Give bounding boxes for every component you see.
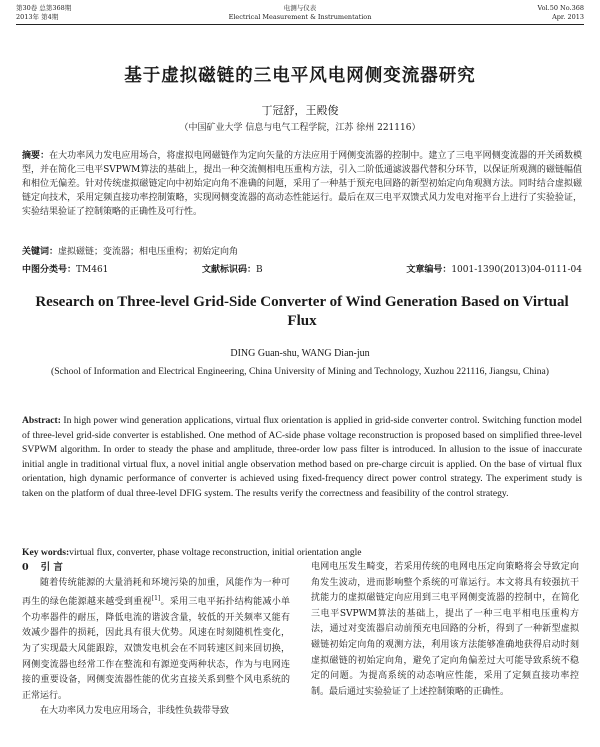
en-affiliation: (School of Information and Electrical Engineering, China University of Mining and Technology, Xuzhou 221116, Jiangsu, China) — [51, 366, 549, 377]
en-keywords-text: virtual flux, converter, phase voltage reconstruction, initial orientation angle — [69, 547, 362, 558]
header-issue-info: Vol.50 No.368 Apr. 2013 — [537, 4, 584, 21]
document-code: 文献标识码：B — [202, 265, 263, 275]
header-journal-name: 电测与仪表 Electrical Measurement & Instrumentation — [228, 4, 372, 21]
cn-abstract-label: 摘要： — [22, 151, 50, 161]
body-paragraph: 在大功率风力发电应用场合，非线性负载带导致 — [40, 706, 230, 717]
header-volume-info: 第30卷 总第368期 2013年 第4期 — [16, 4, 72, 21]
section-heading — [22, 560, 290, 576]
section-number: 0 — [22, 562, 29, 573]
en-abstract — [22, 414, 582, 502]
en-title: Research on Three-level Grid-Side Converter of Wind Generation Based on Virtual Flux — [35, 294, 569, 329]
citation-ref: [1] — [151, 595, 161, 603]
en-keywords — [22, 547, 582, 558]
cn-affiliation: （中国矿业大学 信息与电气工程学院，江苏 徐州 221116） — [179, 123, 421, 133]
cn-abstract — [22, 149, 582, 219]
en-abstract-text: In high power wind generation applications, virtual flux orientation is applied in grid-side converter control. Switching function model of three-level grid-side converter is established. One method of AC-side phase voltage reconstruction is proposed based on simplified three-level SVPWM algorithm. In order to steady the phase and amplitude, three-order low pass filter is introduced. In allusion to the issue of inaccurate initial angle in traditional virtual flux, a novel initial angle observation method based on pre-charge circuit is applied. On the base of virtual flux orientation, high dynamic performance of converter is achieved using fixed-frequency direct power control strategy. The experiment study is taken on the platform of dual three-level DFIG system. The results verify the correctness and feasibility of the control strategy. — [22, 415, 582, 499]
cn-abstract-text: 在大功率风力发电应用场合，将虚拟电网磁链作为定向矢量的方法应用于网侧变流器的控制中。建立了三电平网侧变流器的开关函数模型，并在简化三电平SVPWM算法的基础上，提出一种交流侧相电压重构方法，引入二阶低通滤波器代替积分环节，以保证所观测的磁链幅值和相位无偏差。针对传统虚拟磁链定向中初始定向角不准确的问题，采用了一种基于预充电回路的新型初始定向角观测方法。同时结合虚拟磁链定向技术，采用定频直接功率控制策略，实现网侧变流器的高动态性能运行。最后在双三电平双馈式风力发电对拖平台上进行了实验验证，实验结果验证了控制策略的正确性及可行性。 — [22, 151, 582, 217]
en-abstract-label: Abstract: — [22, 415, 61, 426]
en-authors: DING Guan-shu, WANG Dian-jun — [230, 348, 370, 359]
body-left-column — [22, 560, 290, 720]
header-rule — [16, 24, 584, 25]
cn-keywords-label: 关键词： — [22, 247, 59, 257]
running-header — [16, 4, 584, 26]
body-right-column — [311, 560, 579, 700]
cn-title: 基于虚拟磁链的三电平风电网侧变流器研究 — [124, 66, 476, 86]
section-title: 引 言 — [40, 562, 63, 573]
article-number: 文章编号：1001-1390(2013)04-0111-04 — [406, 265, 582, 275]
clc-number: 中图分类号：TM461 — [22, 265, 109, 275]
cn-authors: 丁冠舒，王殿俊 — [261, 104, 339, 117]
body-paragraph: 电网电压发生畸变，若采用传统的电网电压定向策略将会导致定向角发生波动，进而影响整个系统的可靠运行。本文将具有较强抗干扰能力的虚拟磁链定向应用到三电平网侧变流器的控制中，在简化三电平SVPWM算法的基础上，提出了一种三电平相电压重构方法，通过对变流器启动前预充电回路的分析，得到了一种新型虚拟磁链初始定向角的观测方法，利用该方法能够准确地获得启动时刻虚拟磁链的初始定向角，避免了定向角偏差过大可能导致系统不稳定的问题。为提高系统的动态响应性能，采用了定频直接功率控制。最后通过实验验证了上述控制策略的正确性。 — [311, 562, 579, 697]
cn-keywords — [22, 246, 582, 259]
body-paragraph: 随着传统能源的大量消耗和环境污染的加重，风能作为一种可再生的绿色能源越来越受到重视[1]。采用三电平拓扑结构能减小单个功率器件的耐压，降低电流的谐波含量，较低的开关频率又能有效减少器件的损耗，因此具有很大优势。风速在时刻随机性变化，为了实现最大风能跟踪，双馈发电机会在不同转速区间来回切换，网侧变流器也经常工作在整流和有源逆变两种状态，作为与电网连接的重要设备，网侧变流器性能的优劣直接关系到整个风电系统的正常运行。 — [22, 577, 290, 701]
classification-row — [22, 262, 582, 275]
cn-keywords-text: 虚拟磁链；变流器；相电压重构；初始定向角 — [58, 247, 239, 257]
en-keywords-label: Key words: — [22, 547, 70, 558]
